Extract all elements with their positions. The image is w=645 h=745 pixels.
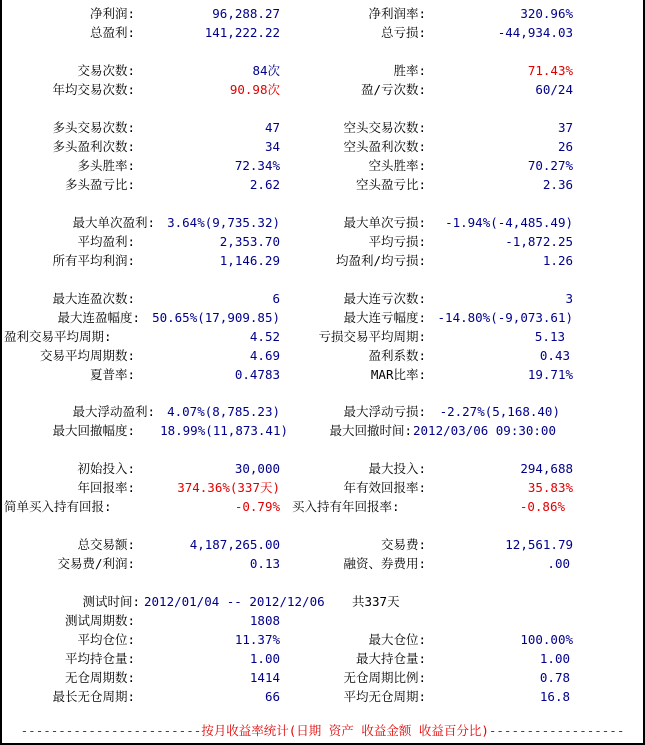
label-net-profit-rate: 净利润率: bbox=[368, 6, 426, 21]
label-long-pl-ratio: 多头盈亏比: bbox=[64, 177, 135, 192]
value-max-position: 100.00% bbox=[520, 632, 573, 647]
label-initial-investment: 初始投入: bbox=[77, 461, 135, 476]
value-avg-holding: 1.00 bbox=[249, 651, 280, 666]
label-trade-count: 交易次数: bbox=[77, 63, 135, 78]
value-net-profit-rate: 320.96% bbox=[520, 6, 573, 21]
value-avg-no-position: 16.8 bbox=[539, 689, 570, 704]
label-max-drawdown-time: 最大回撤时间: bbox=[329, 423, 412, 438]
value-max-consec-wins: 6 bbox=[272, 291, 280, 306]
value-fee-profit-ratio: 0.13 bbox=[249, 556, 280, 571]
value-max-consec-loss-range: -14.80%(-9,073.61) bbox=[437, 310, 573, 325]
label-max-single-profit: 最大单次盈利: bbox=[72, 215, 155, 230]
value-long-pl-ratio: 2.62 bbox=[249, 177, 280, 192]
value-financing-fee: .00 bbox=[547, 556, 570, 571]
value-mar-ratio: 19.71% bbox=[527, 367, 573, 382]
label-annual-trade-count: 年均交易次数: bbox=[52, 82, 135, 97]
label-max-holding: 最大持仓量: bbox=[355, 651, 426, 666]
label-test-time: 测试时间: bbox=[82, 594, 140, 609]
value-annual-trade-count: 90.98次 bbox=[229, 82, 280, 97]
label-effective-annual-return: 年有效回报率: bbox=[343, 480, 426, 495]
value-no-position-periods: 1414 bbox=[249, 670, 280, 685]
value-trade-count: 84次 bbox=[252, 63, 280, 78]
label-long-trades: 多头交易次数: bbox=[52, 120, 135, 135]
value-short-trades: 37 bbox=[557, 120, 573, 135]
value-all-avg-profit: 1,146.29 bbox=[219, 253, 280, 268]
label-total-volume: 总交易额: bbox=[77, 537, 135, 552]
value-longest-no-position: 66 bbox=[264, 689, 280, 704]
label-max-consec-win-range: 最大连盈幅度: bbox=[57, 310, 140, 325]
label-long-win-rate: 多头胜率: bbox=[77, 158, 135, 173]
label-annual-return: 年回报率: bbox=[77, 480, 135, 495]
value-short-win-rate: 70.27% bbox=[527, 158, 573, 173]
value-long-win-rate: 72.34% bbox=[234, 158, 280, 173]
value-avg-profit: 2,353.70 bbox=[219, 234, 280, 249]
monthly-stats-header: ------------------------按月收益率统计(日期 资产 收益金额 收益百分比)------------------ bbox=[20, 723, 625, 738]
value-test-period-count: 1808 bbox=[249, 613, 280, 628]
label-net-profit: 净利润: bbox=[89, 6, 135, 21]
label-loss-trade-avg-period: 亏损交易平均周期: bbox=[318, 329, 426, 344]
label-max-consec-losses: 最大连亏次数: bbox=[343, 291, 426, 306]
label-short-win-rate: 空头胜率: bbox=[368, 158, 426, 173]
label-financing-fee: 融资、券费用: bbox=[343, 556, 426, 571]
label-win-loss-count: 盈/亏次数: bbox=[360, 82, 426, 97]
label-max-position: 最大仓位: bbox=[368, 632, 426, 647]
label-max-consec-wins: 最大连盈次数: bbox=[52, 291, 135, 306]
label-sharpe: 夏普率: bbox=[89, 367, 135, 382]
label-fee-profit-ratio: 交易费/利润: bbox=[57, 556, 135, 571]
label-all-avg-profit: 所有平均利润: bbox=[52, 253, 135, 268]
label-no-position-periods: 无仓周期数: bbox=[64, 670, 135, 685]
label-max-single-loss: 最大单次亏损: bbox=[343, 215, 426, 230]
value-avg-win-avg-loss: 1.26 bbox=[542, 253, 573, 268]
label-test-period-count: 测试周期数: bbox=[64, 613, 135, 628]
label-short-wins: 空头盈利次数: bbox=[343, 139, 426, 154]
value-total-volume: 4,187,265.00 bbox=[189, 537, 280, 552]
value-initial-investment: 30,000 bbox=[234, 461, 280, 476]
value-sharpe: 0.4783 bbox=[234, 367, 280, 382]
label-total-profit: 总盈利: bbox=[89, 25, 135, 40]
value-avg-position: 11.37% bbox=[234, 632, 280, 647]
value-profit-factor: 0.43 bbox=[539, 348, 570, 363]
label-max-drawdown: 最大回撤幅度: bbox=[52, 423, 135, 438]
label-max-investment: 最大投入: bbox=[368, 461, 426, 476]
label-max-float-profit: 最大浮动盈利: bbox=[72, 404, 155, 419]
value-short-wins: 26 bbox=[557, 139, 573, 154]
value-win-rate: 71.43% bbox=[527, 63, 573, 78]
value-max-drawdown: 18.99%(11,873.41) bbox=[160, 423, 288, 438]
label-profit-factor: 盈利系数: bbox=[368, 348, 426, 363]
label-no-position-ratio: 无仓周期比例: bbox=[343, 670, 426, 685]
value-short-pl-ratio: 2.36 bbox=[542, 177, 573, 192]
value-max-single-loss: -1.94%(-4,485.49) bbox=[445, 215, 573, 230]
value-max-holding: 1.00 bbox=[539, 651, 570, 666]
value-max-investment: 294,688 bbox=[520, 461, 573, 476]
label-trade-avg-period-count: 交易平均周期数: bbox=[39, 348, 135, 363]
label-avg-win-avg-loss: 均盈利/均亏损: bbox=[335, 253, 426, 268]
label-win-trade-avg-period: 盈利交易平均周期: bbox=[4, 329, 112, 344]
label-short-pl-ratio: 空头盈亏比: bbox=[355, 177, 426, 192]
value-max-drawdown-time: 2012/03/06 09:30:00 bbox=[413, 423, 556, 438]
label-avg-loss: 平均亏损: bbox=[368, 234, 426, 249]
value-annual-return: 374.36%(337天) bbox=[177, 480, 280, 495]
value-test-time-days: 共337天 bbox=[352, 594, 400, 609]
label-max-float-loss: 最大浮动亏损: bbox=[343, 404, 426, 419]
label-total-loss: 总亏损: bbox=[380, 25, 426, 40]
value-max-float-loss: -2.27%(5,168.40) bbox=[439, 404, 560, 419]
label-avg-profit: 平均盈利: bbox=[77, 234, 135, 249]
value-long-wins: 34 bbox=[264, 139, 280, 154]
value-long-trades: 47 bbox=[264, 120, 280, 135]
value-trade-avg-period-count: 4.69 bbox=[249, 348, 280, 363]
label-win-rate: 胜率: bbox=[393, 63, 426, 78]
label-buy-hold-annual-return: 买入持有年回报率: bbox=[292, 499, 400, 514]
label-avg-holding: 平均持仓量: bbox=[64, 651, 135, 666]
value-buy-hold-annual-return: -0.86% bbox=[519, 499, 565, 514]
value-no-position-ratio: 0.78 bbox=[539, 670, 570, 685]
value-win-trade-avg-period: 4.52 bbox=[249, 329, 280, 344]
value-buy-hold-return: -0.79% bbox=[234, 499, 280, 514]
label-longest-no-position: 最长无仓周期: bbox=[52, 689, 135, 704]
label-long-wins: 多头盈利次数: bbox=[52, 139, 135, 154]
label-avg-position: 平均仓位: bbox=[77, 632, 135, 647]
value-total-profit: 141,222.22 bbox=[204, 25, 280, 40]
label-trading-fee: 交易费: bbox=[380, 537, 426, 552]
label-max-consec-loss-range: 最大连亏幅度: bbox=[343, 310, 426, 325]
value-test-time-range: 2012/01/04 -- 2012/12/06 bbox=[144, 594, 325, 609]
value-loss-trade-avg-period: 5.13 bbox=[534, 329, 565, 344]
label-short-trades: 空头交易次数: bbox=[343, 120, 426, 135]
value-max-consec-win-range: 50.65%(17,909.85) bbox=[152, 310, 280, 325]
value-win-loss-count: 60/24 bbox=[535, 82, 573, 97]
label-avg-no-position: 平均无仓周期: bbox=[343, 689, 426, 704]
value-total-loss: -44,934.03 bbox=[497, 25, 573, 40]
value-trading-fee: 12,561.79 bbox=[505, 537, 573, 552]
value-max-float-profit: 4.07%(8,785.23) bbox=[167, 404, 280, 419]
label-buy-hold-return: 简单买入持有回报: bbox=[4, 499, 112, 514]
label-mar-ratio: MAR比率: bbox=[370, 367, 426, 382]
value-effective-annual-return: 35.83% bbox=[527, 480, 573, 495]
value-max-consec-losses: 3 bbox=[565, 291, 573, 306]
value-net-profit: 96,288.27 bbox=[212, 6, 280, 21]
value-avg-loss: -1,872.25 bbox=[505, 234, 573, 249]
value-max-single-profit: 3.64%(9,735.32) bbox=[167, 215, 280, 230]
